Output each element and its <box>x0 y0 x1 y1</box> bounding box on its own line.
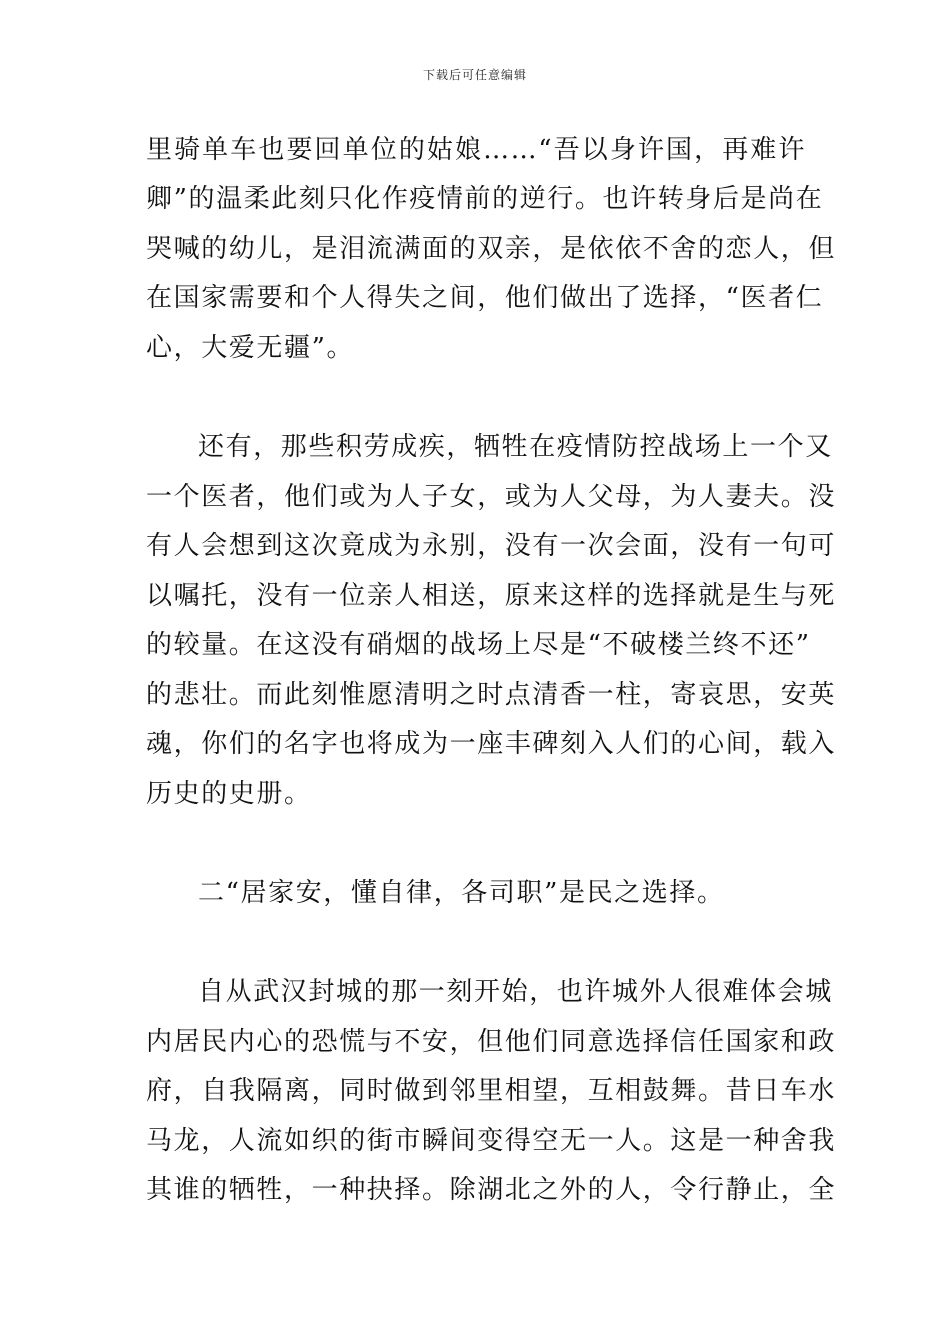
paragraph-4-line-4: 马龙，人流如织的街市瞬间变得空无一人。这是一种舍我 <box>146 1126 837 1156</box>
section-heading: 二“居家安，懂自律，各司职”是民之选择。 <box>198 878 725 908</box>
page-header: 下载后可任意编辑 <box>422 68 527 82</box>
paragraph-1-line-1: 里骑单车也要回单位的姑娘……“吾以身许国，再难许 <box>146 135 806 165</box>
paragraph-1-line-3: 哭喊的幼儿，是泪流满面的双亲，是依依不舍的恋人，但 <box>146 234 837 264</box>
paragraph-4-line-1: 自从武汉封城的那一刻开始，也许城外人很难体会城 <box>198 977 833 1007</box>
paragraph-2-line-7: 魂，你们的名字也将成为一座丰碑刻入人们的心间，载入 <box>146 729 837 759</box>
paragraph-2-line-6: 的悲壮。而此刻惟愿清明之时点清香一柱，寄哀思，安英 <box>146 680 837 710</box>
paragraph-1-line-2: 卿”的温柔此刻只化作疫情前的逆行。也许转身后是尚在 <box>146 184 824 214</box>
paragraph-2-line-3: 有人会想到这次竟成为永别，没有一次会面，没有一句可 <box>146 531 837 561</box>
paragraph-2-line-2: 一个医者，他们或为人子女，或为人父母，为人妻夫。没 <box>146 482 837 512</box>
paragraph-4-line-2: 内居民内心的恐慌与不安，但他们同意选择信任国家和政 <box>146 1027 837 1057</box>
paragraph-2-line-8: 历史的史册。 <box>146 779 312 809</box>
paragraph-4-line-5: 其谁的牺牲，一种抉择。除湖北之外的人，令行静止，全 <box>146 1175 837 1205</box>
paragraph-2-line-5: 的较量。在这没有硝烟的战场上尽是“不破楼兰终不还” <box>146 630 811 660</box>
paragraph-2-line-1: 还有，那些积劳成疾，牺牲在疫情防控战场上一个又 <box>198 432 833 462</box>
paragraph-2-line-4: 以嘱托，没有一位亲人相送，原来这样的选择就是生与死 <box>146 581 837 611</box>
paragraph-1-line-5: 心，大爱无疆”。 <box>146 333 355 363</box>
paragraph-1-line-4: 在国家需要和个人得失之间，他们做出了选择，“医者仁 <box>146 283 824 313</box>
paragraph-4-line-3: 府，自我隔离，同时做到邻里相望，互相鼓舞。昔日车水 <box>146 1076 837 1106</box>
